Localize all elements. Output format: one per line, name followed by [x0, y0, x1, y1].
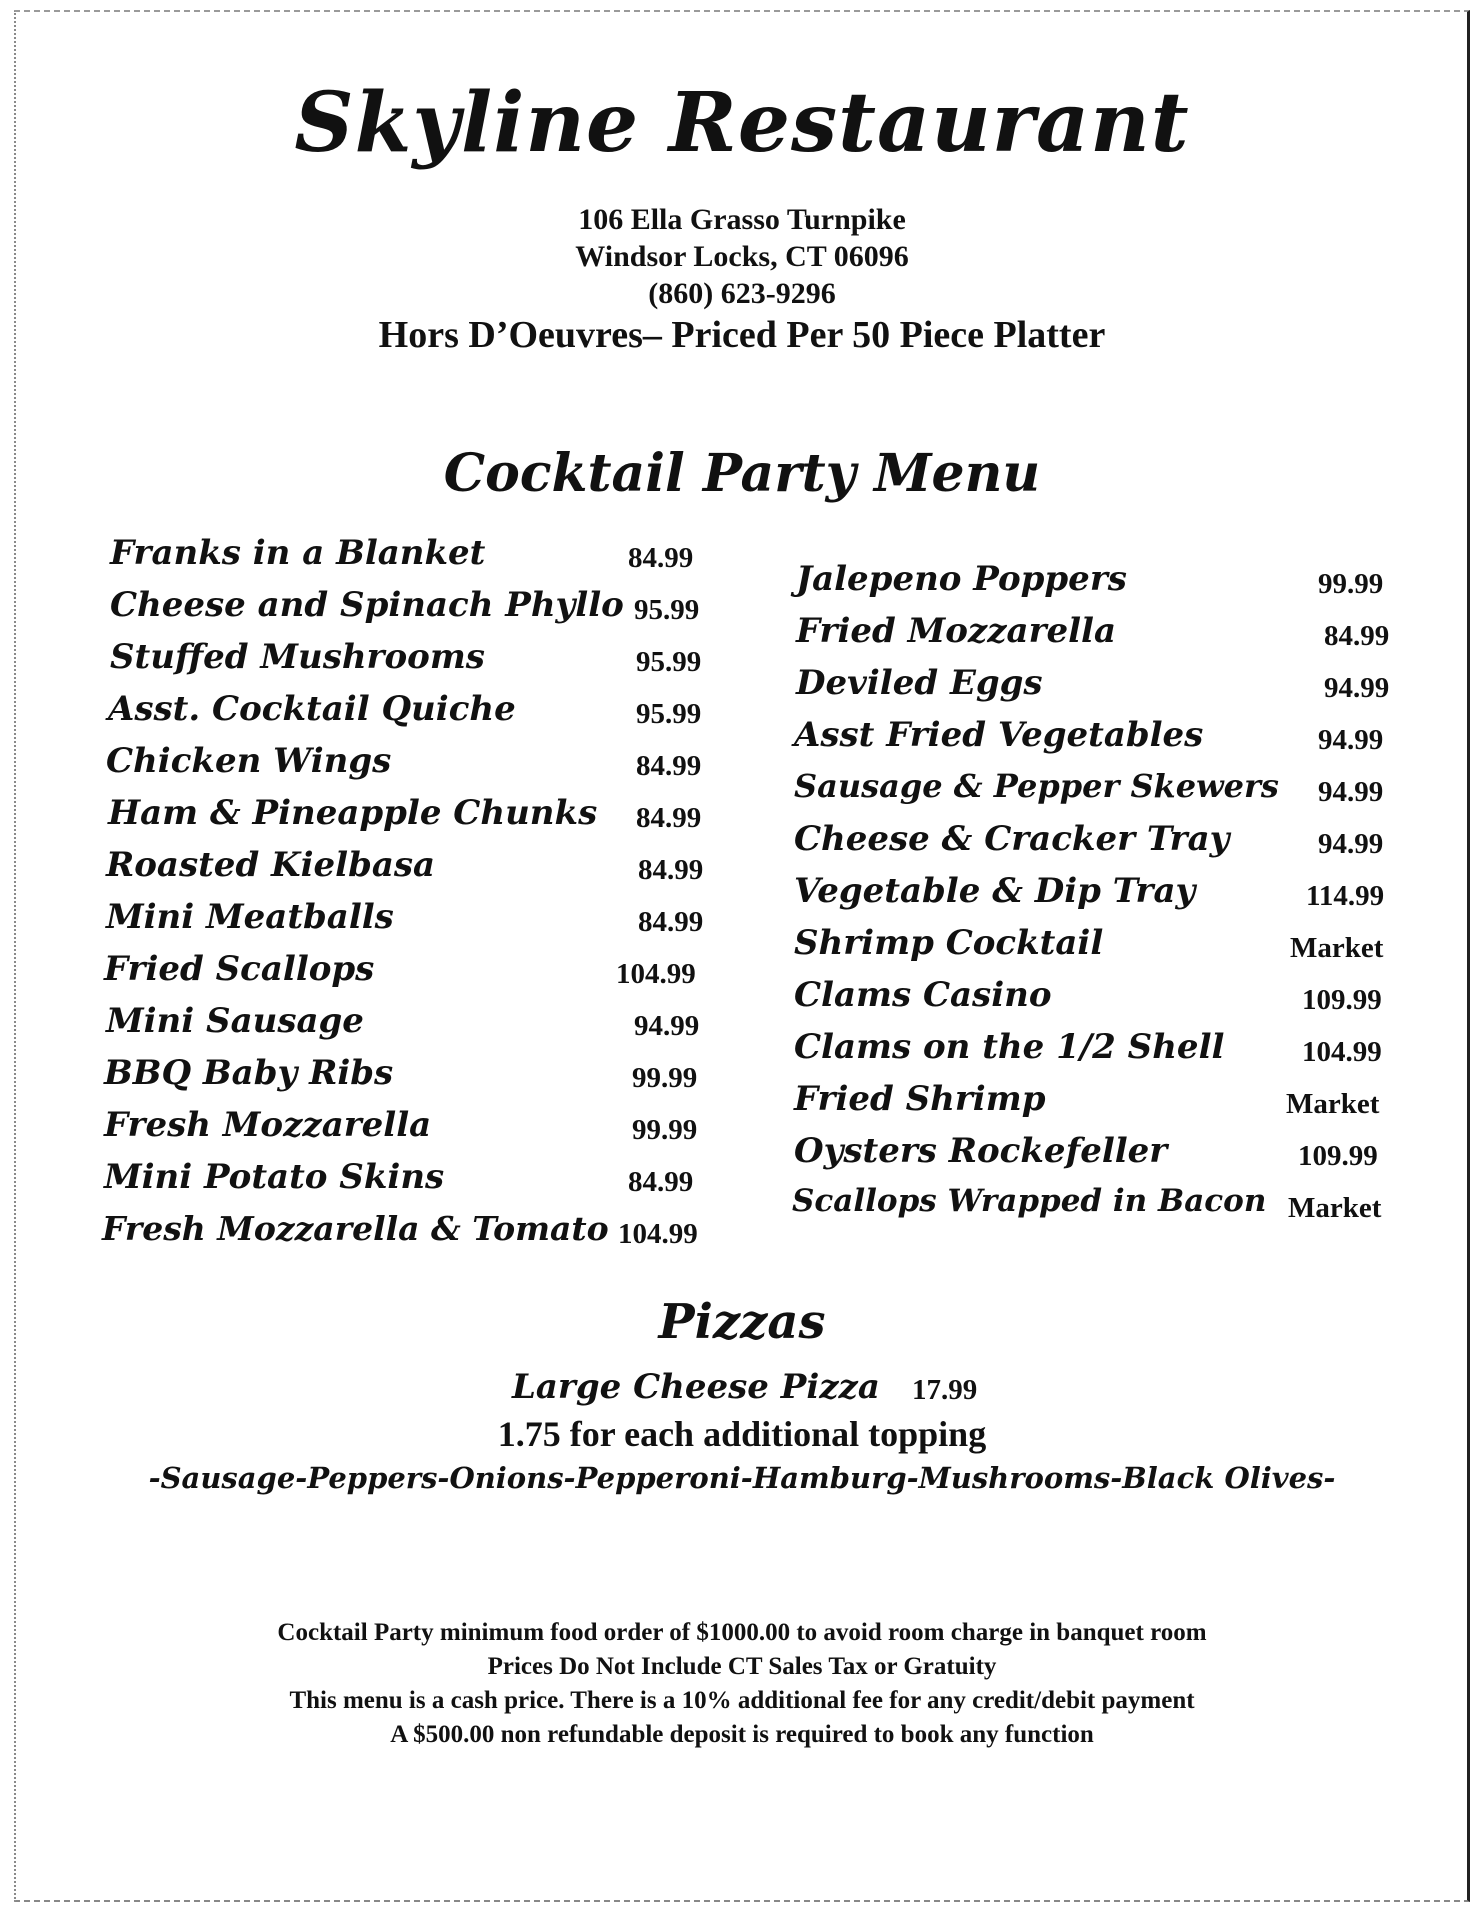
menu-item-price: 95.99 [636, 698, 702, 730]
menu-item-name: Clams Casino [794, 975, 1052, 1015]
menu-item-name: Chicken Wings [106, 741, 392, 781]
menu-item-name: Asst Fried Vegetables [794, 715, 1204, 755]
menu-item-price: 84.99 [638, 906, 704, 938]
pizza-item-price: 17.99 [912, 1374, 978, 1406]
payment-fee-note: This menu is a cash price. There is a 10% additional fee for any credit/debit payment [289, 1687, 1195, 1714]
menu-item-name: Asst. Cocktail Quiche [108, 689, 516, 729]
pizzas-heading: Pizzas [658, 1294, 826, 1350]
menu-item-name: Franks in a Blanket [110, 533, 486, 573]
minimum-order-note: Cocktail Party minimum food order of $1000.00 to avoid room charge in banquet room [277, 1619, 1207, 1646]
menu-item-name: Mini Sausage [106, 1001, 364, 1041]
menu-item-name: Roasted Kielbasa [106, 845, 436, 885]
menu-item-price: 84.99 [628, 542, 694, 574]
cocktail-menu-heading: Cocktail Party Menu [443, 443, 1041, 504]
menu-item-price: 109.99 [1298, 1140, 1378, 1172]
menu-item-price: 114.99 [1306, 880, 1385, 912]
menu-item-price: 99.99 [1318, 568, 1384, 600]
toppings-list: -Sausage-Peppers-Onions-Pepperoni-Hamburg-Mushrooms-Black Olives- [148, 1461, 1336, 1495]
address-line-1: 106 Ella Grasso Turnpike [578, 203, 906, 236]
menu-item-price: 84.99 [636, 750, 702, 782]
address-line-2: Windsor Locks, CT 06096 [575, 240, 909, 273]
menu-item-name: Oysters Rockefeller [794, 1131, 1168, 1171]
restaurant-name: Skyline Restaurant [294, 75, 1190, 171]
menu-item-price: 95.99 [636, 646, 702, 678]
menu-item-price: 84.99 [638, 854, 704, 886]
menu-item-price: 84.99 [628, 1166, 694, 1198]
menu-item-name: Fried Shrimp [794, 1079, 1046, 1119]
menu-item-price: 104.99 [1302, 1036, 1382, 1068]
menu-item-name: Clams on the 1/2 Shell [794, 1027, 1225, 1067]
deposit-note: A $500.00 non refundable deposit is required to book any function [390, 1721, 1094, 1748]
menu-item-name: Fresh Mozzarella & Tomato [102, 1209, 609, 1248]
menu-item-name: Deviled Eggs [796, 663, 1043, 703]
menu-item-name: Cheese & Cracker Tray [794, 819, 1230, 859]
menu-item-price: 99.99 [632, 1062, 698, 1094]
pizza-item-name: Large Cheese Pizza [512, 1367, 880, 1407]
menu-item-name: Jalepeno Poppers [796, 559, 1127, 599]
tax-gratuity-note: Prices Do Not Include CT Sales Tax or Gratuity [487, 1653, 997, 1680]
menu-item-price: 99.99 [632, 1114, 698, 1146]
menu-item-price: 104.99 [618, 1218, 698, 1250]
menu-item-name: Mini Potato Skins [104, 1157, 445, 1197]
menu-item-name: Stuffed Mushrooms [110, 637, 485, 677]
menu-item-price: 94.99 [1318, 828, 1384, 860]
menu-item-name: Fresh Mozzarella [104, 1105, 432, 1145]
menu-item-name: Ham & Pineapple Chunks [108, 793, 598, 833]
menu-item-price: Market [1286, 1088, 1380, 1120]
menu-item-name: Shrimp Cocktail [794, 923, 1104, 963]
menu-item-name: Sausage & Pepper Skewers [794, 767, 1279, 805]
menu-item-name: Scallops Wrapped in Bacon [792, 1183, 1267, 1219]
menu-item-name: Cheese and Spinach Phyllo [110, 585, 624, 625]
menu-item-price: 109.99 [1302, 984, 1382, 1016]
menu-item-price: 104.99 [616, 958, 696, 990]
menu-item-name: Fried Mozzarella [796, 611, 1116, 651]
menu-item-name: Fried Scallops [104, 949, 375, 989]
menu-item-name: Mini Meatballs [106, 897, 394, 937]
menu-item-name: Vegetable & Dip Tray [794, 871, 1196, 911]
platter-note: Hors D’Oeuvres– Priced Per 50 Piece Platter [378, 314, 1106, 356]
menu-item-price: 94.99 [634, 1010, 700, 1042]
phone-number: (860) 623-9296 [648, 277, 836, 310]
topping-price-note: 1.75 for each additional topping [497, 1414, 987, 1454]
menu-item-price: 84.99 [1324, 620, 1390, 652]
menu-item-price: Market [1290, 932, 1384, 964]
menu-item-name: BBQ Baby Ribs [104, 1053, 394, 1093]
menu-item-price: 95.99 [634, 594, 700, 626]
menu-item-price: Market [1288, 1192, 1382, 1224]
menu-item-price: 94.99 [1324, 672, 1390, 704]
menu-item-price: 94.99 [1318, 776, 1384, 808]
menu-item-price: 94.99 [1318, 724, 1384, 756]
menu-item-price: 84.99 [636, 802, 702, 834]
